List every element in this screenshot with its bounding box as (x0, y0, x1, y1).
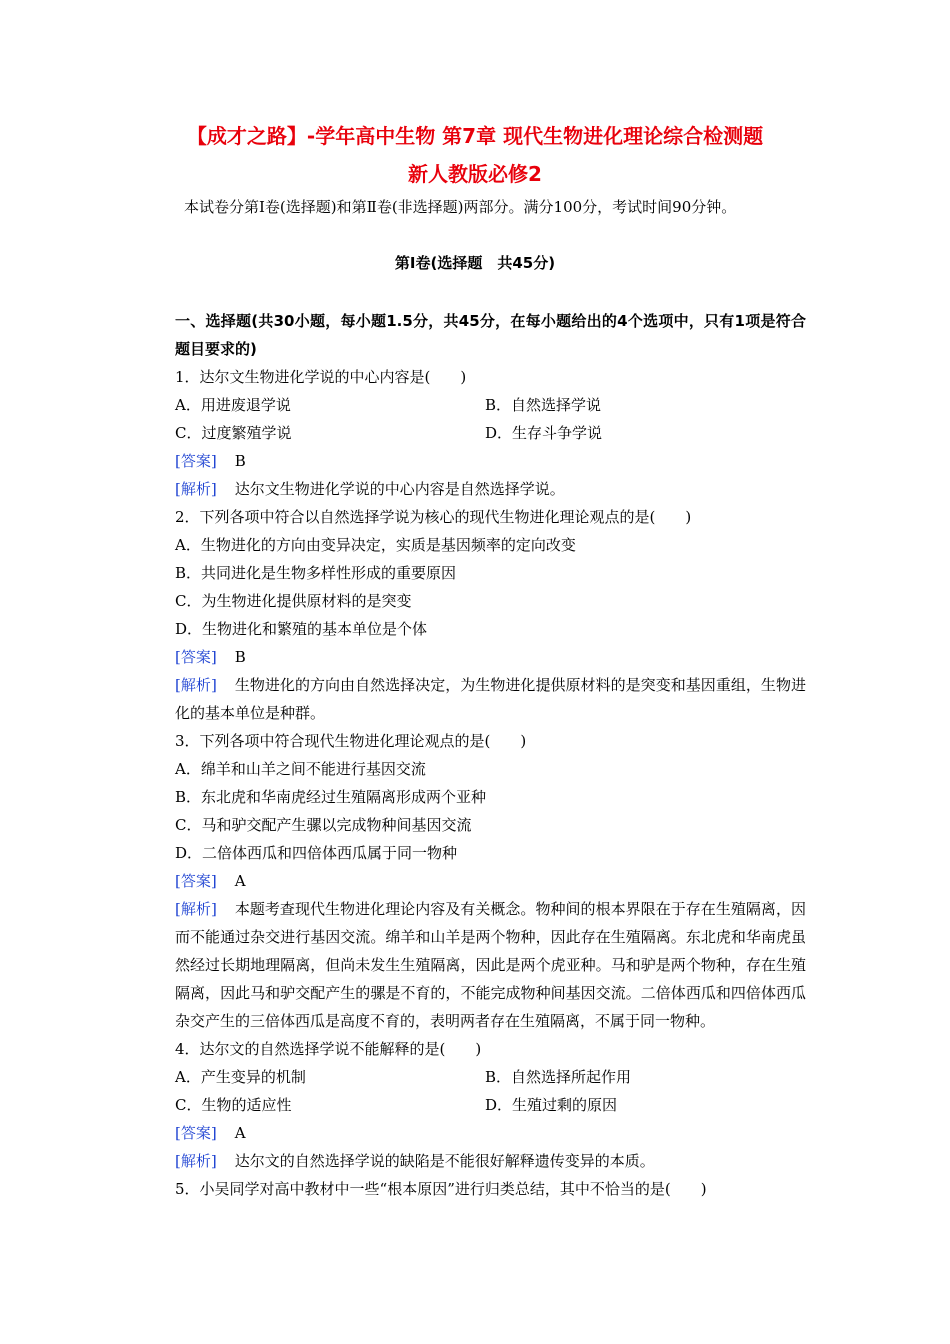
question-stem: 4．达尔文的自然选择学说不能解释的是( ) (175, 1040, 482, 1058)
option-row (145, 419, 806, 447)
answer-line (145, 643, 806, 671)
analysis-tag: [解析] (175, 480, 217, 498)
analysis-line (145, 895, 806, 1035)
analysis-tag: [解析] (175, 900, 217, 918)
answer-tag: [答案] (175, 648, 217, 666)
analysis-text: 本题考查现代生物进化理论内容及有关概念。物种间的根本界限在于存在生殖隔离，因而不能通过杂交进行基因交流。绵羊和山羊是两个物种，因此存在生殖隔离。东北虎和华南虎虽然经过长期地理隔离，但尚未发生生殖隔离，因此是两个虎亚种。马和驴是两个物种，存在生殖隔离，因此马和驴交配产生的骡是不育的，不能完成物种间基因交流。二倍体西瓜和四倍体西瓜杂交产生的三倍体西瓜是高度不育的，表明两者存在生殖隔离，不属于同一物种。 (175, 900, 806, 1030)
answer-value: A (234, 1124, 246, 1142)
option-d: D．生存斗争学说 (485, 424, 603, 442)
title-prefix: 【成才之路】 (186, 124, 307, 148)
option-b: B．自然选择所起作用 (485, 1068, 632, 1086)
answer-tag: [答案] (175, 452, 217, 470)
questions-body (145, 307, 806, 1203)
document-subtitle: 新人教版必修2 (408, 162, 542, 186)
option-a: A．生物进化的方向由变异决定，实质是基因频率的定向改变 (175, 536, 576, 554)
answer-value: B (234, 648, 246, 666)
question-stem: 2．下列各项中符合以自然选择学说为核心的现代生物进化理论观点的是( ) (175, 508, 692, 526)
analysis-line (145, 475, 806, 503)
option-a: A．用进废退学说 (175, 396, 291, 414)
answer-tag: [答案] (175, 872, 217, 890)
option-row (145, 391, 806, 419)
option-b: B．共同进化是生物多样性形成的重要原因 (175, 564, 457, 582)
answer-value: A (234, 872, 246, 890)
answer-tag: [答案] (175, 1124, 217, 1142)
analysis-tag: [解析] (175, 1152, 217, 1170)
section-instructions: 一、选择题(共30小题，每小题1.5分，共45分，在每小题给出的4个选项中，只有1项是符合题目要求的) (175, 312, 806, 358)
option-d: D．生物进化和繁殖的基本单位是个体 (175, 620, 428, 638)
analysis-line (145, 1147, 806, 1175)
title-main: -学年高中生物 第7章 现代生物进化理论综合检测题 (306, 124, 764, 148)
option-a: A．产生变异的机制 (175, 1068, 306, 1086)
analysis-text: 生物进化的方向由自然选择决定，为生物进化提供原材料的是突变和基因重组，生物进化的基本单位是种群。 (175, 676, 806, 722)
question-stem: 3．下列各项中符合现代生物进化理论观点的是( ) (175, 732, 527, 750)
option-b: B．东北虎和华南虎经过生殖隔离形成两个亚种 (175, 788, 487, 806)
analysis-text: 达尔文生物进化学说的中心内容是自然选择学说。 (234, 480, 565, 498)
analysis-line (145, 671, 806, 727)
answer-line (145, 1119, 806, 1147)
document-title (0, 122, 950, 150)
option-row (145, 1063, 806, 1091)
exam-intro: 本试卷分第Ⅰ卷(选择题)和第Ⅱ卷(非选择题)两部分。满分100分，考试时间90分钟。 (184, 198, 737, 216)
section-title: 第Ⅰ卷(选择题 共45分) (394, 254, 556, 272)
option-c: C．生物的适应性 (175, 1096, 292, 1114)
option-a: A．绵羊和山羊之间不能进行基因交流 (175, 760, 426, 778)
analysis-text: 达尔文的自然选择学说的缺陷是不能很好解释遗传变异的本质。 (234, 1152, 655, 1170)
option-c: C．为生物进化提供原材料的是突变 (175, 592, 412, 610)
answer-value: B (234, 452, 246, 470)
option-c: C．过度繁殖学说 (175, 424, 292, 442)
option-d: D．生殖过剩的原因 (485, 1096, 618, 1114)
option-d: D．二倍体西瓜和四倍体西瓜属于同一物种 (175, 844, 458, 862)
answer-line (145, 867, 806, 895)
option-b: B．自然选择学说 (485, 396, 602, 414)
analysis-tag: [解析] (175, 676, 217, 694)
option-row (145, 1091, 806, 1119)
question-stem: 5．小吴同学对高中教材中一些“根本原因”进行归类总结，其中不恰当的是( ) (175, 1180, 707, 1198)
question-stem: 1．达尔文生物进化学说的中心内容是( ) (175, 368, 467, 386)
option-c: C．马和驴交配产生骡以完成物种间基因交流 (175, 816, 472, 834)
answer-line (145, 447, 806, 475)
